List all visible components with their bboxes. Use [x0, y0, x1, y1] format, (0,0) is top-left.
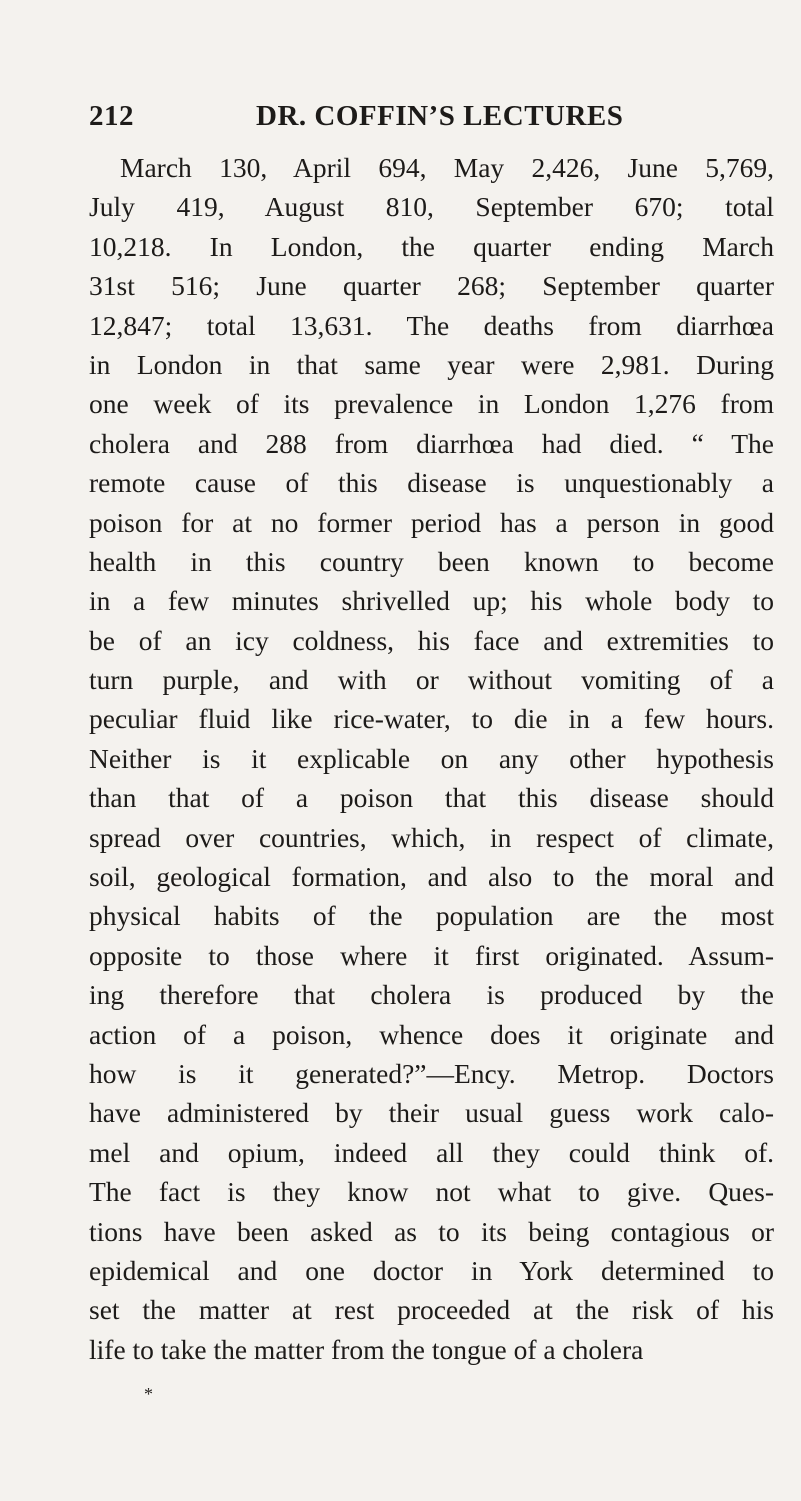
text-line: 12,847; total 13,631. The deaths from diarrhœa [89, 309, 774, 341]
text-line: 10,218. In London, the quarter ending March [89, 230, 774, 262]
page-number: 212 [89, 100, 134, 132]
text-line: peculiar fluid like rice-water, to die in a few hours. [89, 703, 774, 735]
text-line: opposite to those where it first originated. Assum- [89, 939, 774, 971]
text-line: how is it generated?”—Ency. Metrop. Doctors [89, 1057, 774, 1089]
text-line: poison for at no former period has a person in good [89, 506, 774, 538]
text-line: epidemical and one doctor in York determined to [89, 1254, 774, 1286]
text-line: physical habits of the population are the most [89, 900, 774, 932]
text-line: set the matter at rest proceeded at the risk of his [89, 1294, 774, 1326]
text-line: action of a poison, whence does it originate and [89, 1018, 774, 1050]
running-title: DR. COFFIN’S LECTURES [256, 100, 624, 132]
text-line: be of an icy coldness, his face and extremities to [89, 624, 774, 656]
text-line: life to take the matter from the tongue of a cholera [89, 1333, 644, 1365]
text-line: spread over countries, which, in respect of climate, [89, 821, 774, 853]
text-line: cholera and 288 from diarrhœa had died. “ The [89, 427, 774, 459]
text-line: have administered by their usual guess work calo- [89, 1097, 774, 1129]
printer-mark: * [144, 1384, 153, 1404]
body-text [89, 148, 774, 1369]
text-line: July 419, August 810, September 670; total [89, 191, 774, 223]
text-line: remote cause of this disease is unquestionably a [89, 467, 774, 499]
text-line: in London in that same year were 2,981. During [89, 348, 774, 380]
text-line: 31st 516; June quarter 268; September quarter [89, 270, 774, 302]
text-line: The fact is they know not what to give. Ques- [89, 1176, 774, 1208]
text-line: mel and opium, indeed all they could think of. [89, 1136, 774, 1168]
text-line: turn purple, and with or without vomiting of a [89, 664, 774, 696]
text-line: tions have been asked as to its being contagious or [89, 1215, 774, 1247]
text-line: in a few minutes shrivelled up; his whole body to [89, 585, 774, 617]
text-line: health in this country been known to become [89, 545, 774, 577]
text-line: soil, geological formation, and also to the moral and [89, 861, 774, 893]
text-line: ing therefore that cholera is produced by the [89, 979, 774, 1011]
text-line: than that of a poison that this disease should [89, 782, 774, 814]
text-line: one week of its prevalence in London 1,276 from [89, 388, 774, 420]
text-line: March 130, April 694, May 2,426, June 5,769, [120, 152, 774, 183]
text-line: Neither is it explicable on any other hypothesis [89, 742, 774, 774]
running-header [89, 100, 624, 140]
